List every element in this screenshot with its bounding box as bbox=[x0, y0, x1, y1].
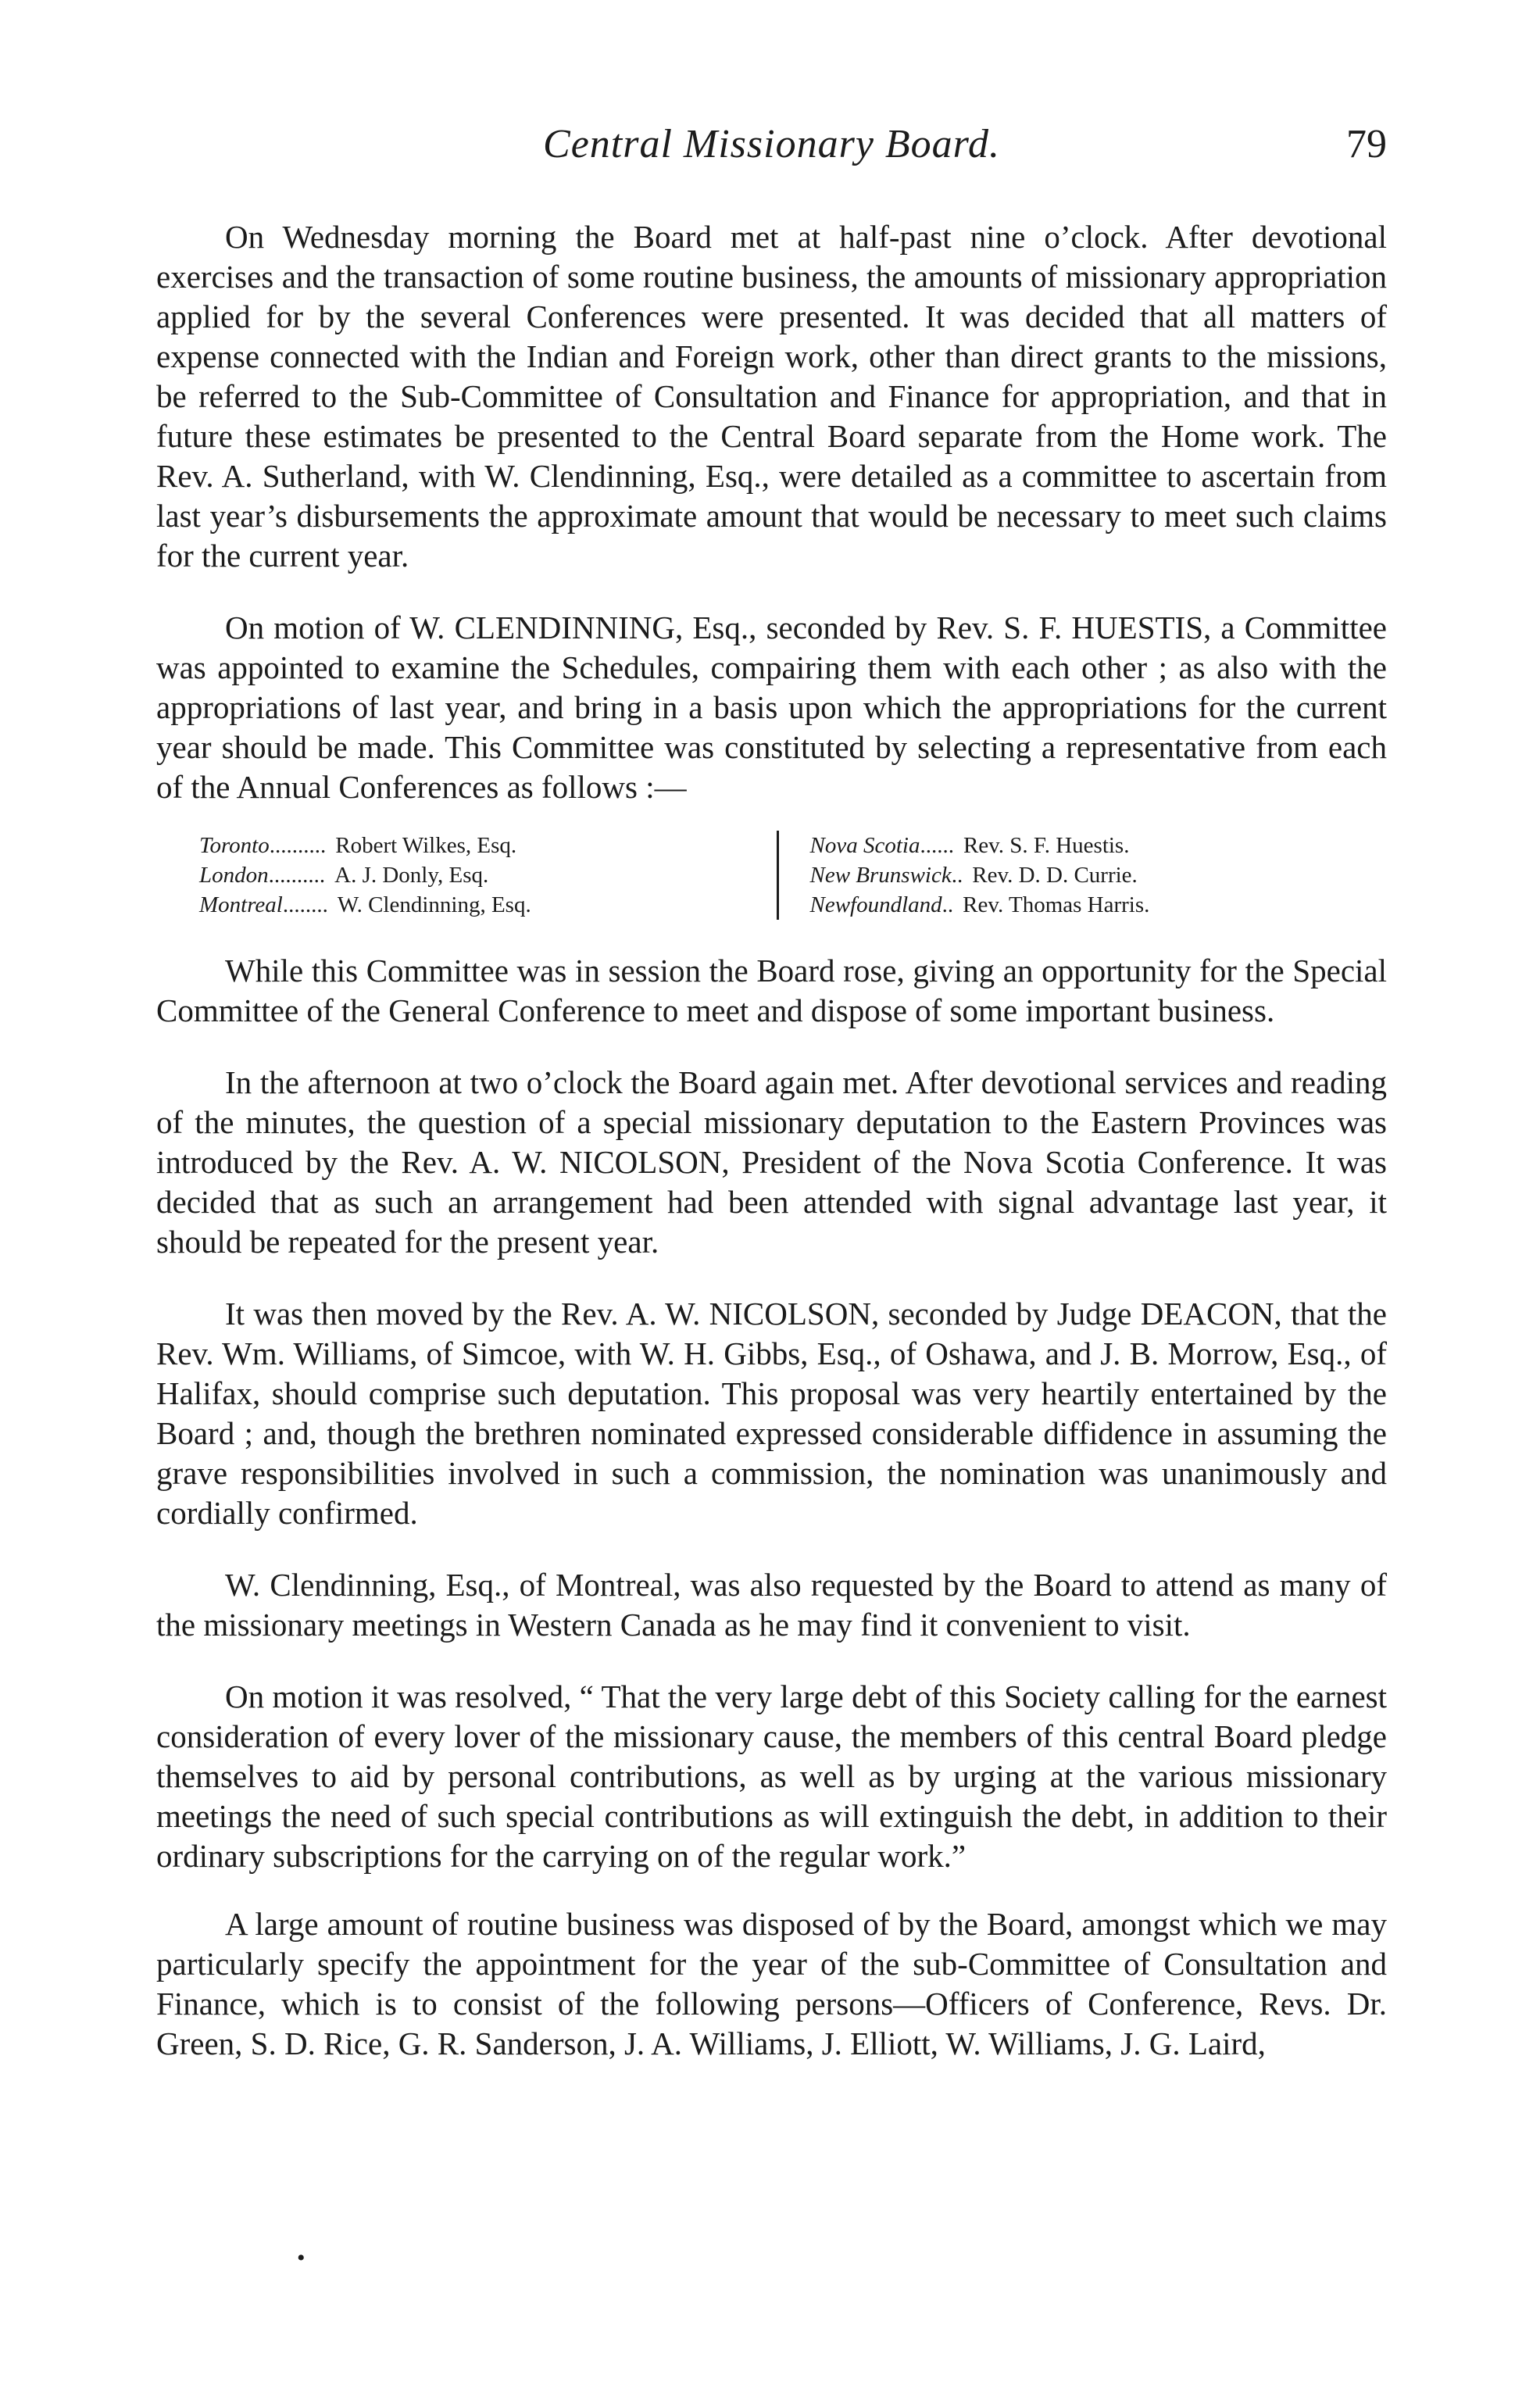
committee-row bbox=[199, 890, 777, 920]
representative-name: Rev. D. D. Currie. bbox=[972, 863, 1138, 888]
running-title: Central Missionary Board. bbox=[543, 122, 1000, 166]
conference-name: Nova Scotia bbox=[809, 833, 920, 858]
footer-mark: • bbox=[297, 2245, 305, 2271]
page-body bbox=[156, 217, 1387, 2064]
leader-dots: .......... bbox=[269, 833, 327, 858]
committee-row bbox=[810, 860, 1388, 890]
paragraph-clendinning-request: W. Clendinning, Esq., of Montreal, was also requested by the Board to attend as many of the missionary meetings in Western Canada as he may find it convenient to visit. bbox=[156, 1567, 1387, 1643]
representative-name: Rev. Thomas Harris. bbox=[963, 892, 1150, 917]
leader-dots: ...... bbox=[920, 833, 954, 858]
representative-name: Rev. S. F. Huestis. bbox=[963, 833, 1130, 858]
leader-dots: ........ bbox=[282, 892, 328, 917]
paragraph-wednesday-meeting: On Wednesday morning the Board met at half-past nine o’clock. After devotional exercises and the transaction of some routine business, the amounts of missionary appropriation applied for by the several Conferences were presented. It was decided that all matters of expense connected with the Indian and Foreign work, other than direct grants to the missions, be referred to the Sub-Committee of Consultation and Finance for appropriation, and that in future these estimates be presented to the Central Board separate from the Home work. The Rev. A. Sutherland, with W. Clendinning, Esq., were detailed as a committee to ascertain from last year’s disbursements the approximate amount that would be necessary to meet such claims for the current year. bbox=[156, 219, 1387, 574]
committee-column-left bbox=[199, 831, 777, 920]
committee-row bbox=[199, 831, 777, 860]
page-number: 79 bbox=[1346, 122, 1387, 166]
paragraph-debt-resolution: On motion it was resolved, “ That the very large debt of this Society calling for the earnest consideration of every lover of the missionary cause, the members of this central Board pledge themselves to aid by personal contributions, as well as by urging at the various missionary meetings the need of such special contributions as will extinguish the debt, in addition to their ordinary subscriptions for the carrying on of the regular work.” bbox=[156, 1678, 1387, 1874]
paragraph-committee-motion: On motion of W. CLENDINNING, Esq., seconded by Rev. S. F. HUESTIS, a Committee was appointed to examine the Schedules, compairing them with each other ; as also with the appropriations of last year, and bring in a basis upon which the appropriations for the current year should be made. This Committee was constituted by selecting a representative from each of the Annual Conferences as follows :— bbox=[156, 610, 1387, 805]
committee-row bbox=[810, 890, 1388, 920]
conference-name: Toronto bbox=[199, 833, 270, 858]
paragraph-deputation-motion: It was then moved by the Rev. A. W. NICOLSON, seconded by Judge DEACON, that the Rev. Wm. Williams, of Simcoe, with W. H. Gibbs, Esq., of Oshawa, and J. B. Morrow, Esq., of Halifax, should comprise such deputation. This proposal was very heartily entertained by the Board ; and, though the brethren nominated expressed considerable diffidence in assuming the grave responsibilities involved in such a commission, the nomination was unanimously and cordially confirmed. bbox=[156, 1296, 1387, 1531]
leader-dots: .......... bbox=[268, 863, 326, 888]
paragraph-afternoon-meeting: In the afternoon at two o’clock the Board again met. After devotional services and reading of the minutes, the question of a special missionary deputation to the Eastern Provinces was introduced by the Rev. A. W. NICOLSON, President of the Nova Scotia Conference. It was decided that as such an arrangement had been attended with signal advantage last year, it should be repeated for the present year. bbox=[156, 1064, 1387, 1260]
representative-name: Robert Wilkes, Esq. bbox=[335, 833, 517, 858]
conference-name: New Brunswick bbox=[809, 863, 952, 888]
leader-dots: .. bbox=[942, 892, 954, 917]
committee-column-right bbox=[777, 831, 1388, 920]
representative-name: W. Clendinning, Esq. bbox=[337, 892, 531, 917]
committee-table bbox=[156, 831, 1387, 920]
conference-name: London bbox=[199, 863, 269, 888]
conference-name: Newfoundland bbox=[809, 892, 942, 917]
committee-row bbox=[199, 860, 777, 890]
conference-name: Montreal bbox=[199, 892, 283, 917]
page-header bbox=[156, 117, 1387, 172]
paragraph-routine-business: A large amount of routine business was disposed of by the Board, amongst which we may particularly specify the appointment for the year of the sub-Committee of Consultation and Finance, which is to consist of the following persons—Officers of Conference, Revs. Dr. Green, S. D. Rice, G. R. Sanderson, J. A. Williams, J. Elliott, W. Williams, J. G. Laird, bbox=[156, 1906, 1387, 2061]
representative-name: A. J. Donly, Esq. bbox=[334, 863, 489, 888]
committee-row bbox=[810, 831, 1388, 860]
leader-dots: .. bbox=[951, 863, 963, 888]
paragraph-committee-session: While this Committee was in session the Board rose, giving an opportunity for the Special Committee of the General Conference to meet and dispose of some important business. bbox=[156, 953, 1387, 1028]
